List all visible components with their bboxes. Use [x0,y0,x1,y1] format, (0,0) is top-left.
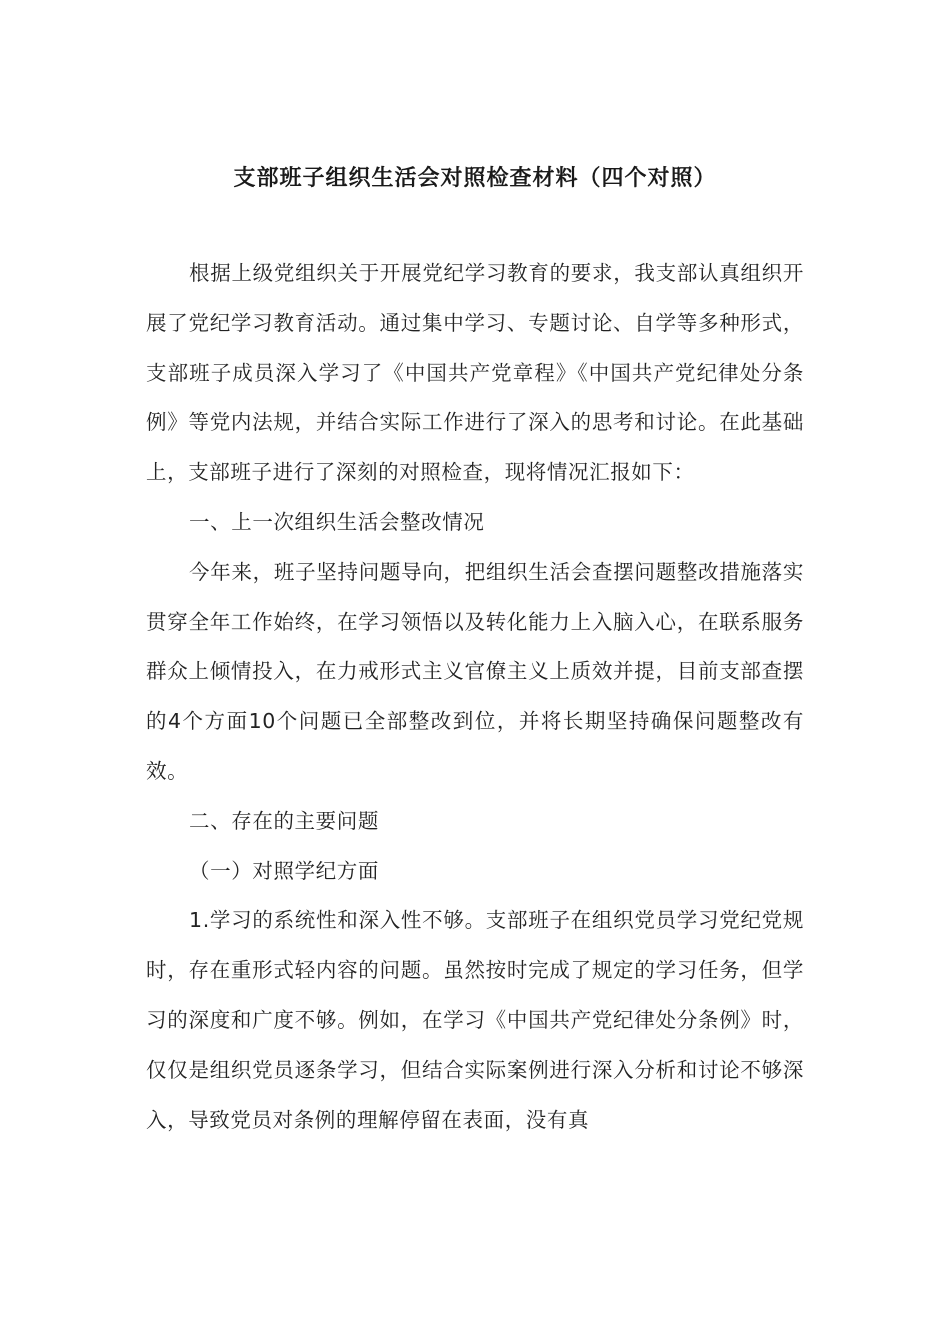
section-heading-problems: 二、存在的主要问题 [189,808,379,833]
document-body [146,249,804,1145]
intro-paragraph: 根据上级党组织关于开展党纪学习教育的要求，我支部认真组织开展了党纪学习教育活动。通过集中学习、专题讨论、自学等多种形式，支部班子成员深入学习了《中国共产党章程》《中国共产党纪律处分条例》等党内法规，并结合实际工作进行了深入的思考和讨论。在此基础上，支部班子进行了深刻的对照检查，现将情况汇报如下： [146,261,804,485]
section-heading-rectification: 一、上一次组织生活会整改情况 [189,509,485,534]
document-title: 支部班子组织生活会对照检查材料（四个对照） [233,166,717,191]
rectification-paragraph: 今年来，班子坚持问题导向，把组织生活会查摆问题整改措施落实贯穿全年工作始终，在学习领悟以及转化能力上入脑入心，在联系服务群众上倾情投入，在力戒形式主义官僚主义上质效并提，目前支部查摆的4个方面10个问题已全部整改到位，并将长期坚持确保问题整改有效。 [146,559,804,783]
subsection-heading-study: （一）对照学纪方面 [189,858,379,883]
problem-item-1-paragraph: 1.学习的系统性和深入性不够。支部班子在组织党员学习党纪党规时，存在重形式轻内容的问题。虽然按时完成了规定的学习任务，但学习的深度和广度不够。例如，在学习《中国共产党纪律处分条例》时，仅仅是组织党员逐条学习，但结合实际案例进行深入分析和讨论不够深入，导致党员对条例的理解停留在表面，没有真 [146,908,804,1132]
